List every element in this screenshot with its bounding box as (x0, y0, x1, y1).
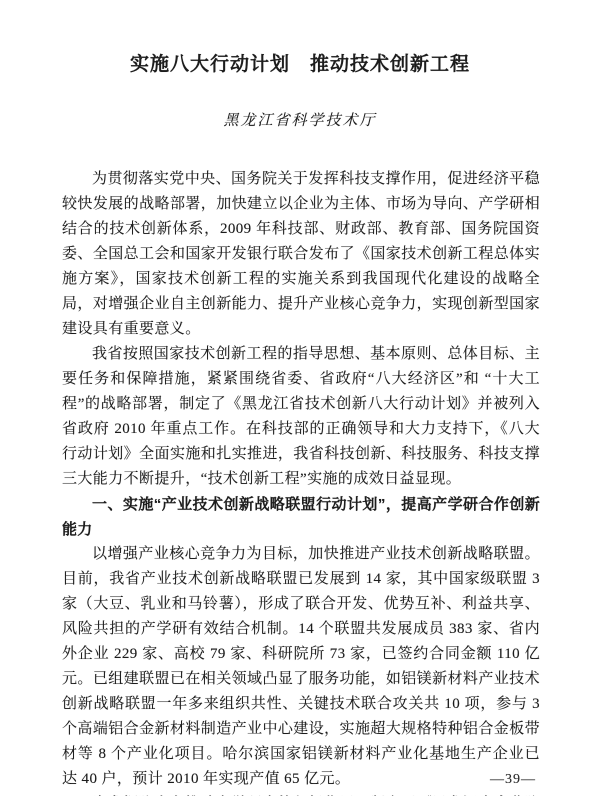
document-body (62, 167, 540, 796)
document-author: 黑龙江省科学技术厅 (223, 113, 377, 129)
paragraph-1: 为贯彻落实党中央、国务院关于发挥科技支撑作用，促进经济平稳较快发展的战略部署，加快建立以企业为主体、市场为导向、产学研相结合的技术创新体系，2009 年科技部、财政部、教育部、国务院国资委、全国总工会和国家开发银行联合发布了《国家技术创新工程总体实施方案》，国家技术创新工程的实施关系到我国现代化建设的战略全局，对增强企业自主创新能力、提升产业核心竞争力，实现创新型国家建设具有重要意义。 (62, 171, 540, 337)
paragraph-4 (62, 792, 540, 796)
document-title: 实施八大行动计划 推动技术创新工程 (129, 54, 470, 75)
section-heading-1: 一、实施“产业技术创新战略联盟行动计划”，提高产学研合作创新能力 (62, 496, 540, 538)
paragraph-3: 以增强产业核心竞争力为目标，加快推进产业技术创新战略联盟。目前，我省产业技术创新战略联盟已发展到 14 家，其中国家级联盟 3 家（大豆、乳业和马铃薯），形成了联合开发、优势互补、利益共享、风险共担的产学研有效结合机制。14 个联盟共发展成员 383 家、省内外企业 229 家、高校 79 家、科研院所 73 家，已签约合同金额 110 亿元。已组建联盟已在相关领域凸显了服务功能，如铝镁新材料产业技术创新战略联盟一年多来组织共性、关键技术联合攻关共 10 项，参与 3 个高端铝合金新材料制造产业中心建设，实施超大规格特种铝合金板带材等 8 个产业化项目。哈尔滨国家铝镁新材料产业化基地生产企业已达 40 户，预计 2010 年实现产值 65 亿元。 (62, 546, 540, 787)
paragraph-2: 我省按照国家技术创新工程的指导思想、基本原则、总体目标、主要任务和保障措施，紧紧围绕省委、省政府“八大经济区”和 “十大工程”的战略部署，制定了《黑龙江省技术创新八大行动计划》并被列入省政府 2010 年重点工作。在科技部的正确领导和大力支持下，《八大行动计划》全面实施和扎实推进，我省科技创新、科技服务、科技支撑三大能力不断提升，“技术创新工程”实施的成效日益显现。 (62, 346, 540, 487)
page-number: —39— (490, 772, 536, 787)
